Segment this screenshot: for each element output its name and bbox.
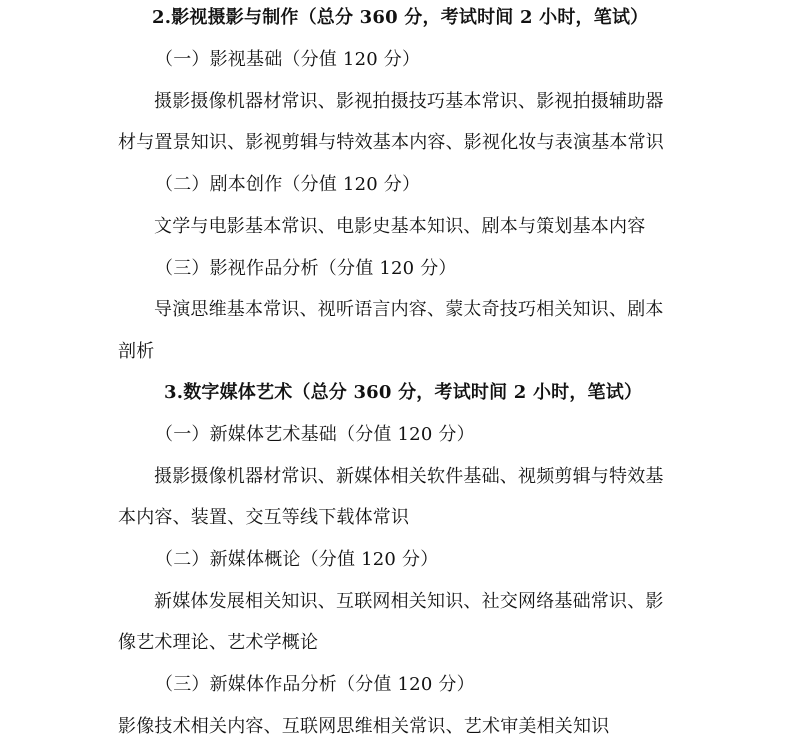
section-heading-3: 3.数字媒体艺术（总分 360 分，考试时间 2 小时，笔试） — [164, 382, 643, 403]
paragraph-line: 影像技术相关内容、互联网思维相关常识、艺术审美相关知识 — [118, 716, 610, 737]
paragraph-line: 像艺术理论、艺术学概论 — [118, 632, 319, 653]
subsection-title: （一）新媒体艺术基础（分值 120 分） — [155, 424, 475, 445]
paragraph-line: 剖析 — [118, 341, 155, 362]
section-heading-2: 2.影视摄影与制作（总分 360 分，考试时间 2 小时，笔试） — [152, 7, 649, 28]
paragraph-line: 本内容、装置、交互等线下载体常识 — [118, 507, 410, 528]
paragraph-line: 摄影摄像机器材常识、影视拍摄技巧基本常识、影视拍摄辅助器 — [154, 91, 664, 112]
subsection-title: （二）剧本创作（分值 120 分） — [155, 174, 421, 195]
subsection-title: （一）影视基础（分值 120 分） — [155, 49, 421, 70]
paragraph-line: 材与置景知识、影视剪辑与特效基本内容、影视化妆与表演基本常识 — [118, 132, 664, 153]
paragraph-line: 摄影摄像机器材常识、新媒体相关软件基础、视频剪辑与特效基 — [154, 466, 664, 487]
subsection-title: （二）新媒体概论（分值 120 分） — [155, 549, 439, 570]
paragraph-line: 新媒体发展相关知识、互联网相关知识、社交网络基础常识、影 — [154, 591, 664, 612]
paragraph-line: 导演思维基本常识、视听语言内容、蒙太奇技巧相关知识、剧本 — [154, 299, 664, 320]
subsection-title: （三）新媒体作品分析（分值 120 分） — [155, 674, 475, 695]
subsection-title: （三）影视作品分析（分值 120 分） — [155, 258, 457, 279]
paragraph-line: 文学与电影基本常识、电影史基本知识、剧本与策划基本内容 — [154, 216, 646, 237]
